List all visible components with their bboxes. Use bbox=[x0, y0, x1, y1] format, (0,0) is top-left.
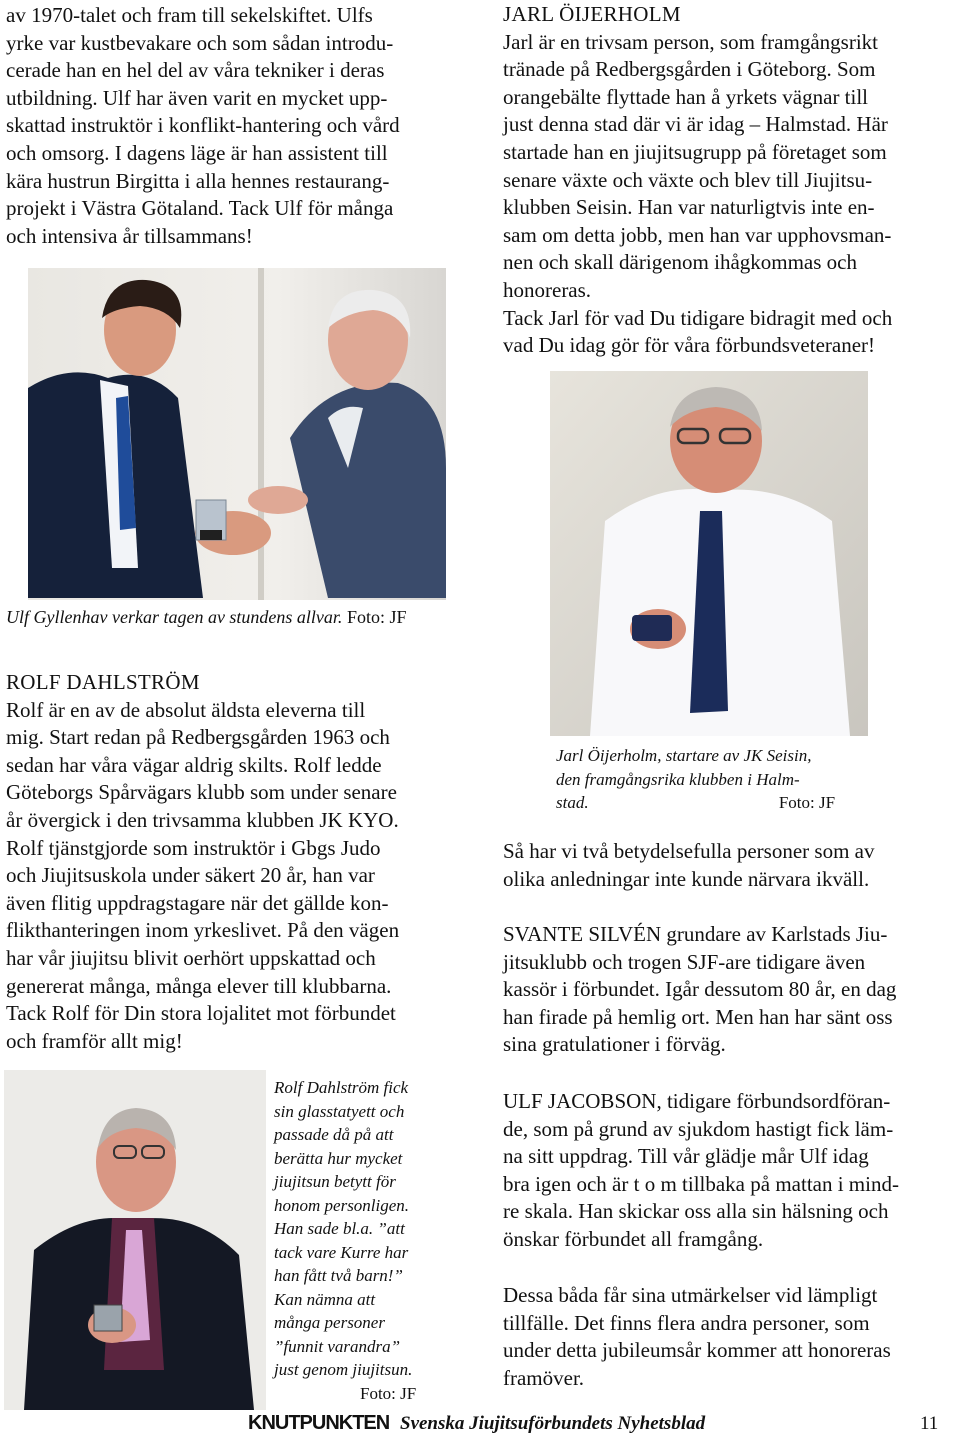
text-line: startade han en jiujitsugrupp på företaget som bbox=[503, 139, 887, 164]
text-line: kära hustrun Birgitta i alla hennes restaurang- bbox=[6, 168, 390, 193]
text-line: han firade på hemlig ort. Men han har sänt oss bbox=[503, 1004, 893, 1029]
caption-line: just genom jiujitsun. bbox=[274, 1360, 413, 1379]
text-line: de, som på grund av sjukdom hastigt fick läm- bbox=[503, 1116, 894, 1141]
text-line: sina gratulationer i förväg. bbox=[503, 1032, 726, 1057]
text-line: ULF JACOBSON, tidigare förbundsordföran- bbox=[503, 1089, 891, 1113]
caption-line: ”funnit varandra” bbox=[274, 1336, 401, 1356]
text-line: mig. Start redan på Redbergsgården 1963 och bbox=[6, 725, 390, 750]
text-line: orangebälte flyttade han å yrkets vägnar till bbox=[503, 84, 869, 109]
award-handover-photo bbox=[28, 268, 446, 600]
caption-line: honom personligen. bbox=[274, 1195, 410, 1215]
caption-text: Ulf Gyllenhav verkar tagen av stundens allvar. bbox=[6, 607, 343, 627]
intro-paragraph bbox=[6, 2, 476, 250]
text-line: genererat många, många elever till klubbarna. bbox=[6, 973, 392, 998]
photo-credit: Foto: JF bbox=[346, 607, 407, 627]
ulf-jacobson-paragraph bbox=[503, 1088, 958, 1254]
text-line: även flitig uppdragstagare när det gällde kon- bbox=[6, 890, 389, 915]
text-line: framöver. bbox=[503, 1365, 585, 1390]
handover-photo-caption bbox=[6, 606, 476, 630]
closing-paragraph bbox=[503, 1282, 958, 1392]
caption-line bbox=[556, 791, 876, 815]
text-line: under detta jubileumsår kommer att honoreras bbox=[503, 1338, 891, 1363]
text-line: bra igen och är t o m tillbaka på mattan i mind- bbox=[503, 1171, 899, 1196]
text-line: projekt i Västra Götaland. Tack Ulf för många bbox=[6, 196, 394, 221]
text-line: och omsorg. I dagens läge är han assistent till bbox=[6, 140, 388, 165]
caption-line: Han sade bl.a. ”att bbox=[274, 1219, 405, 1238]
award-handover-illustration bbox=[28, 268, 446, 600]
rolf-photo-caption bbox=[274, 1076, 474, 1405]
caption-line: sin glasstatyett och bbox=[274, 1101, 405, 1121]
photo-credit: Foto: JF bbox=[778, 793, 836, 812]
caption-line: passade då på att bbox=[274, 1125, 394, 1144]
jarl-photo bbox=[550, 371, 868, 736]
caption-line: jiujitsun betytt för bbox=[274, 1172, 396, 1191]
text-line: tillfälle. Det finns flera andra personer, som bbox=[503, 1310, 870, 1335]
text-line: jitsuklubb och trogen SJF-are tidigare även bbox=[503, 949, 866, 974]
text-line: flikthanteringen inom yrkeslivet. På den vägen bbox=[6, 918, 400, 943]
text-line: Tack Rolf för Din stora lojalitet mot förbundet bbox=[6, 1001, 396, 1026]
svante-paragraph bbox=[503, 921, 958, 1059]
page-footer bbox=[0, 1412, 960, 1440]
text-line: sedan har våra vägar aldrig skilts. Rolf ledde bbox=[6, 752, 382, 777]
page-number: 11 bbox=[920, 1413, 939, 1434]
caption-line: berätta hur mycket bbox=[274, 1148, 403, 1168]
text-line: tränade på Redbergsgården i Göteborg. Som bbox=[503, 57, 876, 82]
text-line: vad Du idag gör för våra förbundsveteraner! bbox=[503, 333, 876, 358]
text-line: Rolf är en av de absolut äldsta eleverna till bbox=[6, 697, 366, 722]
text-line: Rolf tjänstgjorde som instruktör i Gbgs Judo bbox=[6, 835, 381, 860]
jarl-portrait-illustration bbox=[550, 371, 868, 736]
caption-line: Jarl Öijerholm, startare av JK Seisin, bbox=[556, 746, 812, 765]
magazine-brand: KNUTPUNKTEN bbox=[248, 1412, 390, 1434]
caption-text: stad. bbox=[556, 793, 589, 812]
caption-line: han fått två barn!” bbox=[274, 1266, 403, 1285]
absent-paragraph bbox=[503, 838, 958, 893]
text-line: na sitt uppdrag. Till vår glädje mår Ulf idag bbox=[503, 1144, 869, 1169]
text-line: skattad instruktör i konflikt-hantering och vård bbox=[6, 113, 400, 138]
text-line: honoreras. bbox=[503, 277, 592, 302]
text-line: yrke var kustbevakare och som sådan introdu- bbox=[6, 30, 394, 55]
rolf-portrait-illustration bbox=[4, 1070, 266, 1410]
text-line: nen och skall därigenom ihågkommas och bbox=[503, 250, 857, 275]
text-line: Göteborgs Spårvägars klubb som under senare bbox=[6, 780, 397, 805]
text-line: olika anledningar inte kunde närvara ikväll. bbox=[503, 866, 870, 891]
rolf-photo bbox=[4, 1070, 266, 1410]
text-line: har vår jiujitsu blivit oerhört uppskattad och bbox=[6, 945, 376, 970]
text-line: sam om detta jobb, men han var upphovsman- bbox=[503, 222, 892, 247]
text-line: av 1970-talet och fram till sekelskiftet. Ulfs bbox=[6, 3, 373, 27]
text-line: utbildning. Ulf har även varit en mycket upp- bbox=[6, 85, 388, 110]
text-line: år övergick i den trivsamma klubben JK KYO. bbox=[6, 807, 399, 832]
text-line: Dessa båda får sina utmärkelser vid lämpligt bbox=[503, 1283, 878, 1307]
text-line: och framför allt mig! bbox=[6, 1028, 183, 1053]
text-line: och Jiujitsuskola under säkert 20 år, han var bbox=[6, 863, 375, 888]
text-line: cerade han en hel del av våra tekniker i deras bbox=[6, 58, 385, 83]
jarl-section bbox=[503, 1, 958, 360]
photo-credit: Foto: JF bbox=[360, 1383, 417, 1403]
text-line: önskar förbundet all framgång. bbox=[503, 1226, 764, 1251]
magazine-subtitle: Svenska Jiujitsuförbundets Nyhetsblad bbox=[400, 1413, 706, 1434]
caption-line: många personer bbox=[274, 1313, 385, 1332]
text-line: Jarl är en trivsam person, som framgångsrikt bbox=[503, 29, 878, 54]
jarl-heading: JARL ÖIJERHOLM bbox=[503, 2, 681, 26]
caption-line: Kan nämna att bbox=[274, 1289, 376, 1309]
text-line: senare växte och växte och blev till Jiujitsu- bbox=[503, 167, 873, 192]
text-line: just denna stad där vi är idag – Halmstad. Här bbox=[503, 112, 888, 137]
text-line: klubben Seisin. Han var naturligtvis inte en- bbox=[503, 195, 875, 220]
rolf-section bbox=[6, 669, 476, 1055]
text-line: kassör i förbundet. Igår dessutom 80 år, en dag bbox=[503, 977, 897, 1002]
text-line: SVANTE SILVÉN grundare av Karlstads Jiu- bbox=[503, 922, 888, 946]
caption-line: Rolf Dahlström fick bbox=[274, 1078, 409, 1097]
text-line: re skala. Han skickar oss alla sin hälsning och bbox=[503, 1199, 889, 1224]
text-line: Tack Jarl för vad Du tidigare bidragit med och bbox=[503, 305, 893, 330]
text-line: Så har vi två betydelsefulla personer som av bbox=[503, 839, 875, 863]
jarl-photo-caption bbox=[556, 744, 876, 815]
rolf-heading: ROLF DAHLSTRÖM bbox=[6, 670, 200, 694]
text-line: och intensiva år tillsammans! bbox=[6, 223, 253, 248]
caption-line: den framgångsrika klubben i Halm- bbox=[556, 769, 800, 789]
caption-line: tack vare Kurre har bbox=[274, 1242, 409, 1262]
